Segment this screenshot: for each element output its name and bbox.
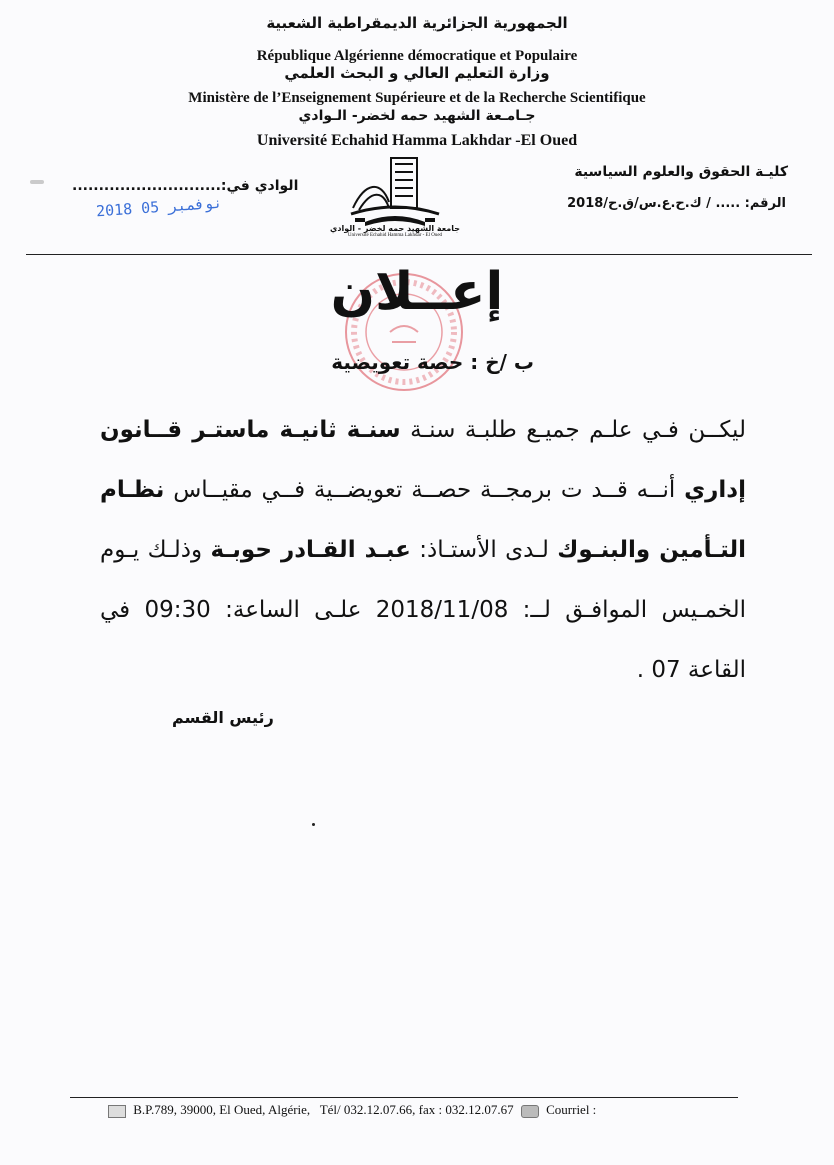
logo-caption-ar: جامعة الشهيد حمه لخضر - الوادي <box>330 224 460 233</box>
header-ministry-ar: وزارة التعليم العالي و البحث العلمي <box>284 64 550 82</box>
footer-address: B.P.789, 39000, El Oued, Algérie, <box>133 1102 311 1117</box>
body-program: سنـة ثانيـة ماستـر قــانون إداري <box>100 417 746 503</box>
header-university-ar: جـامـعة الشهيد حمه لخضر- الـوادي <box>298 108 536 124</box>
place-date-line: الوادي في:............................ <box>72 178 299 194</box>
header-ministry-fr: Ministère de l’Enseignement Supérieure et de la Recherche Scientifique <box>188 90 646 106</box>
footer-tel-fax: Tél/ 032.12.07.66, fax : 032.12.07.67 <box>319 1102 514 1117</box>
header-republic-fr: République Algérienne démocratique et Populaire <box>256 48 578 64</box>
department-head-signature: رئيس القسم <box>172 708 274 727</box>
body-intro: ليكــن فـي علـم جميـع طلبـة سنـة <box>410 417 747 443</box>
announcement-body <box>100 400 746 700</box>
footer-contact <box>104 1102 596 1118</box>
scan-speck <box>30 180 44 184</box>
header-divider <box>26 254 812 255</box>
email-icon <box>521 1105 539 1118</box>
date-stamp: 2018 نوفمبر 05 <box>95 193 223 221</box>
announcement-subject: ب /خ : حصة تعويضية <box>331 350 534 374</box>
faculty-name: كليـة الحقوق والعلوم السياسية <box>574 164 788 180</box>
reference-number: الرقم: ..... / ك.ح.ع.س/ق.ح/2018 <box>567 196 786 211</box>
body-course: نظـام التـأمين والبنـوك <box>100 477 746 563</box>
body-scheduled: أنــه قــد ت برمجــة حصــة تعويضــية فــي مقيــاس <box>173 477 676 503</box>
body-professor-name: عبـد القـادر حوبـة <box>210 537 411 563</box>
footer-divider <box>70 1097 738 1098</box>
address-icon <box>108 1105 126 1118</box>
body-date-time: وذلـك يـوم الخمـيس الموافـق لــ: 2018/11/08 علـى الساعة: 09:30 في القاعة 07 . <box>100 537 746 683</box>
header-republic-ar: الجمهورية الجزائرية الديمقراطية الشعبية <box>266 14 568 32</box>
announcement-title: إعــلان <box>330 262 504 322</box>
footer-courriel: Courriel : <box>546 1102 597 1117</box>
logo-caption-fr: Université Echahid Hamma Lakhdar - El Oued <box>347 233 443 238</box>
body-professor-label: لـدى الأستـاذ: <box>419 537 549 563</box>
scan-dot <box>312 823 315 826</box>
header-university-fr: Université Echahid Hamma Lakhdar -El Oued <box>256 132 578 149</box>
